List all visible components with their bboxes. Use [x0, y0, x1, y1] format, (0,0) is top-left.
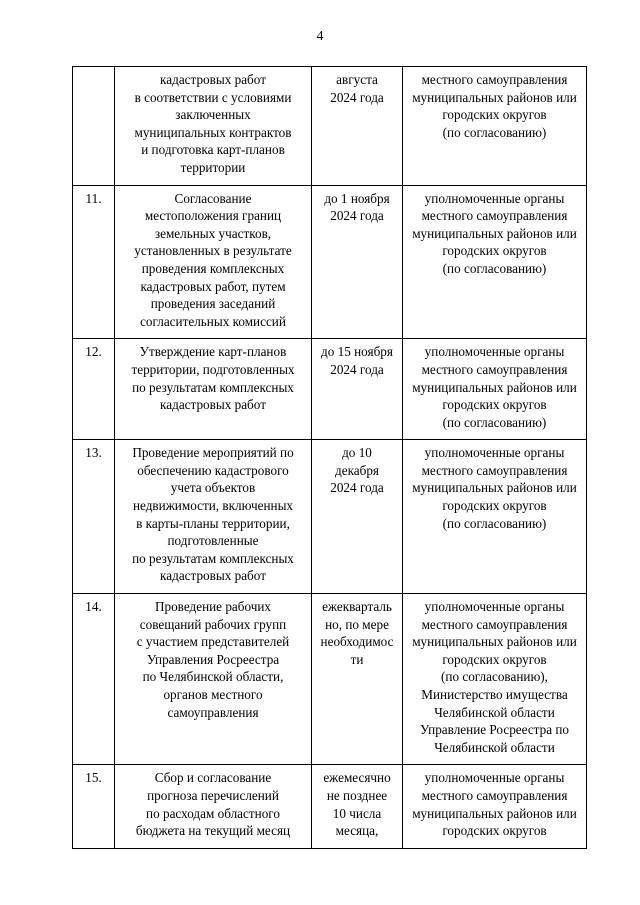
row-number-cell	[73, 440, 115, 594]
responsible-cell	[403, 594, 587, 765]
action-text-line: Согласование	[174, 190, 252, 206]
table-row	[73, 440, 587, 594]
action-text-line: подготовленные	[167, 533, 259, 549]
responsible-text-line: городских округов	[442, 651, 547, 667]
deadline-text-line: ти	[350, 651, 364, 667]
responsible-text-line: муниципальных районов или	[412, 89, 577, 105]
responsible-text-line: Челябинской области	[434, 704, 555, 720]
deadline-text-line: августа	[336, 72, 378, 87]
plan-table-body	[73, 67, 587, 849]
action-text-line: кадастровых работ, путем	[140, 278, 286, 294]
responsible-text-line: (по согласованию)	[442, 414, 547, 430]
row-number-cell	[73, 765, 115, 848]
action-text-line: заключенных	[175, 107, 251, 123]
responsible-text-line: местного самоуправления	[421, 361, 568, 377]
action-text-line: кадастровых работ	[160, 72, 266, 87]
responsible-text-line: Управление Росреестра по	[419, 722, 569, 738]
responsible-text-line: (по согласованию)	[442, 124, 547, 140]
table-row	[73, 185, 587, 339]
action-text-line: установленных в результате	[134, 243, 292, 259]
action-text-line: органов местного	[163, 687, 263, 702]
table-row	[73, 594, 587, 765]
deadline-text-line: до 10	[342, 445, 372, 461]
row-number-cell	[73, 594, 115, 765]
responsible-text-line: уполномоченные органы	[424, 445, 565, 461]
deadline-cell	[312, 339, 403, 440]
row-number: 11.	[85, 190, 102, 206]
action-text-line: обеспечению кадастрового	[137, 462, 289, 478]
action-text-line: местоположения границ	[144, 208, 282, 224]
responsible-text-line: городских округов	[442, 107, 547, 123]
action-text-line: в соответствии с условиями	[134, 89, 292, 105]
row-number: 12.	[85, 344, 102, 360]
responsible-text-line: муниципальных районов или	[412, 634, 577, 650]
row-number-cell	[73, 185, 115, 339]
responsible-text-line: местного самоуправления	[421, 462, 568, 478]
responsible-cell	[403, 765, 587, 848]
action-text-line: Сбор и согласование	[154, 770, 272, 786]
responsible-text-line: городских округов	[442, 243, 547, 259]
deadline-text-line: до 15 ноября	[321, 344, 393, 360]
responsible-cell	[403, 185, 587, 339]
action-text-line: Проведение рабочих	[154, 599, 272, 615]
responsible-text-line: городских округов	[442, 397, 547, 413]
row-number-cell	[73, 339, 115, 440]
responsible-text-line: муниципальных районов или	[412, 379, 577, 395]
row-number: 13.	[85, 445, 102, 461]
action-text-line: и подготовка карт-планов	[141, 142, 285, 158]
responsible-text-line: городских округов	[442, 823, 547, 839]
action-text-line: муниципальных контрактов	[134, 124, 292, 140]
action-cell	[115, 67, 312, 186]
responsible-text-line: городских округов	[442, 498, 547, 514]
deadline-cell	[312, 67, 403, 186]
responsible-text-line: уполномоченные органы	[424, 770, 565, 786]
deadline-cell	[312, 440, 403, 594]
action-text-line: по результатам комплексных	[132, 550, 294, 566]
action-text-line: в карты-планы территории,	[136, 515, 290, 531]
action-text-line: недвижимости, включенных	[132, 498, 294, 514]
action-text-line: Управления Росреестра	[146, 651, 280, 667]
table-row	[73, 765, 587, 848]
responsible-text-line: местного самоуправления	[421, 616, 568, 632]
action-text-line: проведения заседаний	[150, 296, 276, 312]
deadline-cell	[312, 594, 403, 765]
action-cell	[115, 594, 312, 765]
responsible-text-line: (по согласованию),	[441, 669, 548, 685]
responsible-text-line: местного самоуправления	[421, 208, 568, 224]
action-cell	[115, 765, 312, 848]
responsible-text-line: (по согласованию)	[442, 260, 547, 276]
responsible-text-line: уполномоченные органы	[424, 190, 565, 206]
action-text-line: по расходам областного	[146, 805, 280, 821]
action-text-line: самоуправления	[167, 704, 259, 720]
responsible-text-line: Челябинской области	[434, 739, 555, 755]
row-number: 14.	[85, 599, 102, 615]
deadline-text-line: 2024 года	[330, 89, 384, 105]
responsible-text-line: муниципальных районов или	[412, 225, 577, 241]
deadline-text-line: но, по мере	[325, 616, 389, 632]
responsible-text-line: Министерство имущества	[421, 687, 568, 702]
action-text-line: земельных участков,	[154, 225, 272, 241]
action-text-line: Утверждение карт-планов	[139, 344, 287, 360]
action-text-line: совещаний рабочих групп	[139, 616, 287, 632]
action-text-line: бюджета на текущий месяц	[135, 823, 291, 839]
deadline-text-line: месяца,	[335, 823, 379, 839]
deadline-text-line: ежекварталь	[322, 599, 392, 615]
action-text-line: прогноза перечислений	[147, 787, 279, 803]
responsible-text-line: уполномоченные органы	[424, 344, 565, 360]
deadline-text-line: не позднее	[326, 787, 388, 803]
deadline-text-line: до 1 ноября	[324, 190, 390, 206]
action-text-line: кадастровых работ	[160, 397, 266, 413]
deadline-text-line: 10 числа	[332, 805, 382, 821]
deadline-text-line: 2024 года	[330, 361, 384, 377]
action-text-line: территории	[180, 159, 246, 175]
action-text-line: кадастровых работ	[160, 568, 266, 584]
deadline-text-line: 2024 года	[330, 480, 384, 496]
table-row	[73, 339, 587, 440]
deadline-text-line: необходимос	[320, 634, 394, 650]
deadline-text-line: декабря	[335, 462, 379, 478]
action-text-line: Проведение мероприятий по	[132, 445, 294, 461]
responsible-text-line: местного самоуправления	[421, 787, 568, 803]
action-text-line: проведения комплексных	[141, 260, 285, 276]
deadline-cell	[312, 765, 403, 848]
action-text-line: учета объектов	[170, 480, 256, 496]
action-text-line: согласительных комиссий	[140, 313, 286, 329]
row-number-cell	[73, 67, 115, 186]
plan-table	[72, 66, 587, 849]
action-cell	[115, 339, 312, 440]
action-cell	[115, 440, 312, 594]
responsible-cell	[403, 339, 587, 440]
action-text-line: по Челябинской области,	[142, 669, 284, 685]
deadline-text-line: ежемесячно	[323, 770, 391, 786]
responsible-cell	[403, 440, 587, 594]
table-row	[73, 67, 587, 186]
responsible-text-line: муниципальных районов или	[412, 480, 577, 496]
deadline-cell	[312, 185, 403, 339]
responsible-text-line: местного самоуправления	[421, 72, 568, 87]
action-cell	[115, 185, 312, 339]
action-text-line: территории, подготовленных	[131, 361, 295, 377]
deadline-text-line: 2024 года	[330, 208, 384, 224]
responsible-text-line: (по согласованию)	[442, 515, 547, 531]
page-number: 4	[316, 29, 324, 44]
responsible-cell	[403, 67, 587, 186]
responsible-text-line: уполномоченные органы	[424, 599, 565, 615]
action-text-line: по результатам комплексных	[132, 379, 294, 395]
row-number: 15.	[85, 770, 102, 786]
responsible-text-line: муниципальных районов или	[412, 805, 577, 821]
action-text-line: с участием представителей	[136, 634, 290, 650]
